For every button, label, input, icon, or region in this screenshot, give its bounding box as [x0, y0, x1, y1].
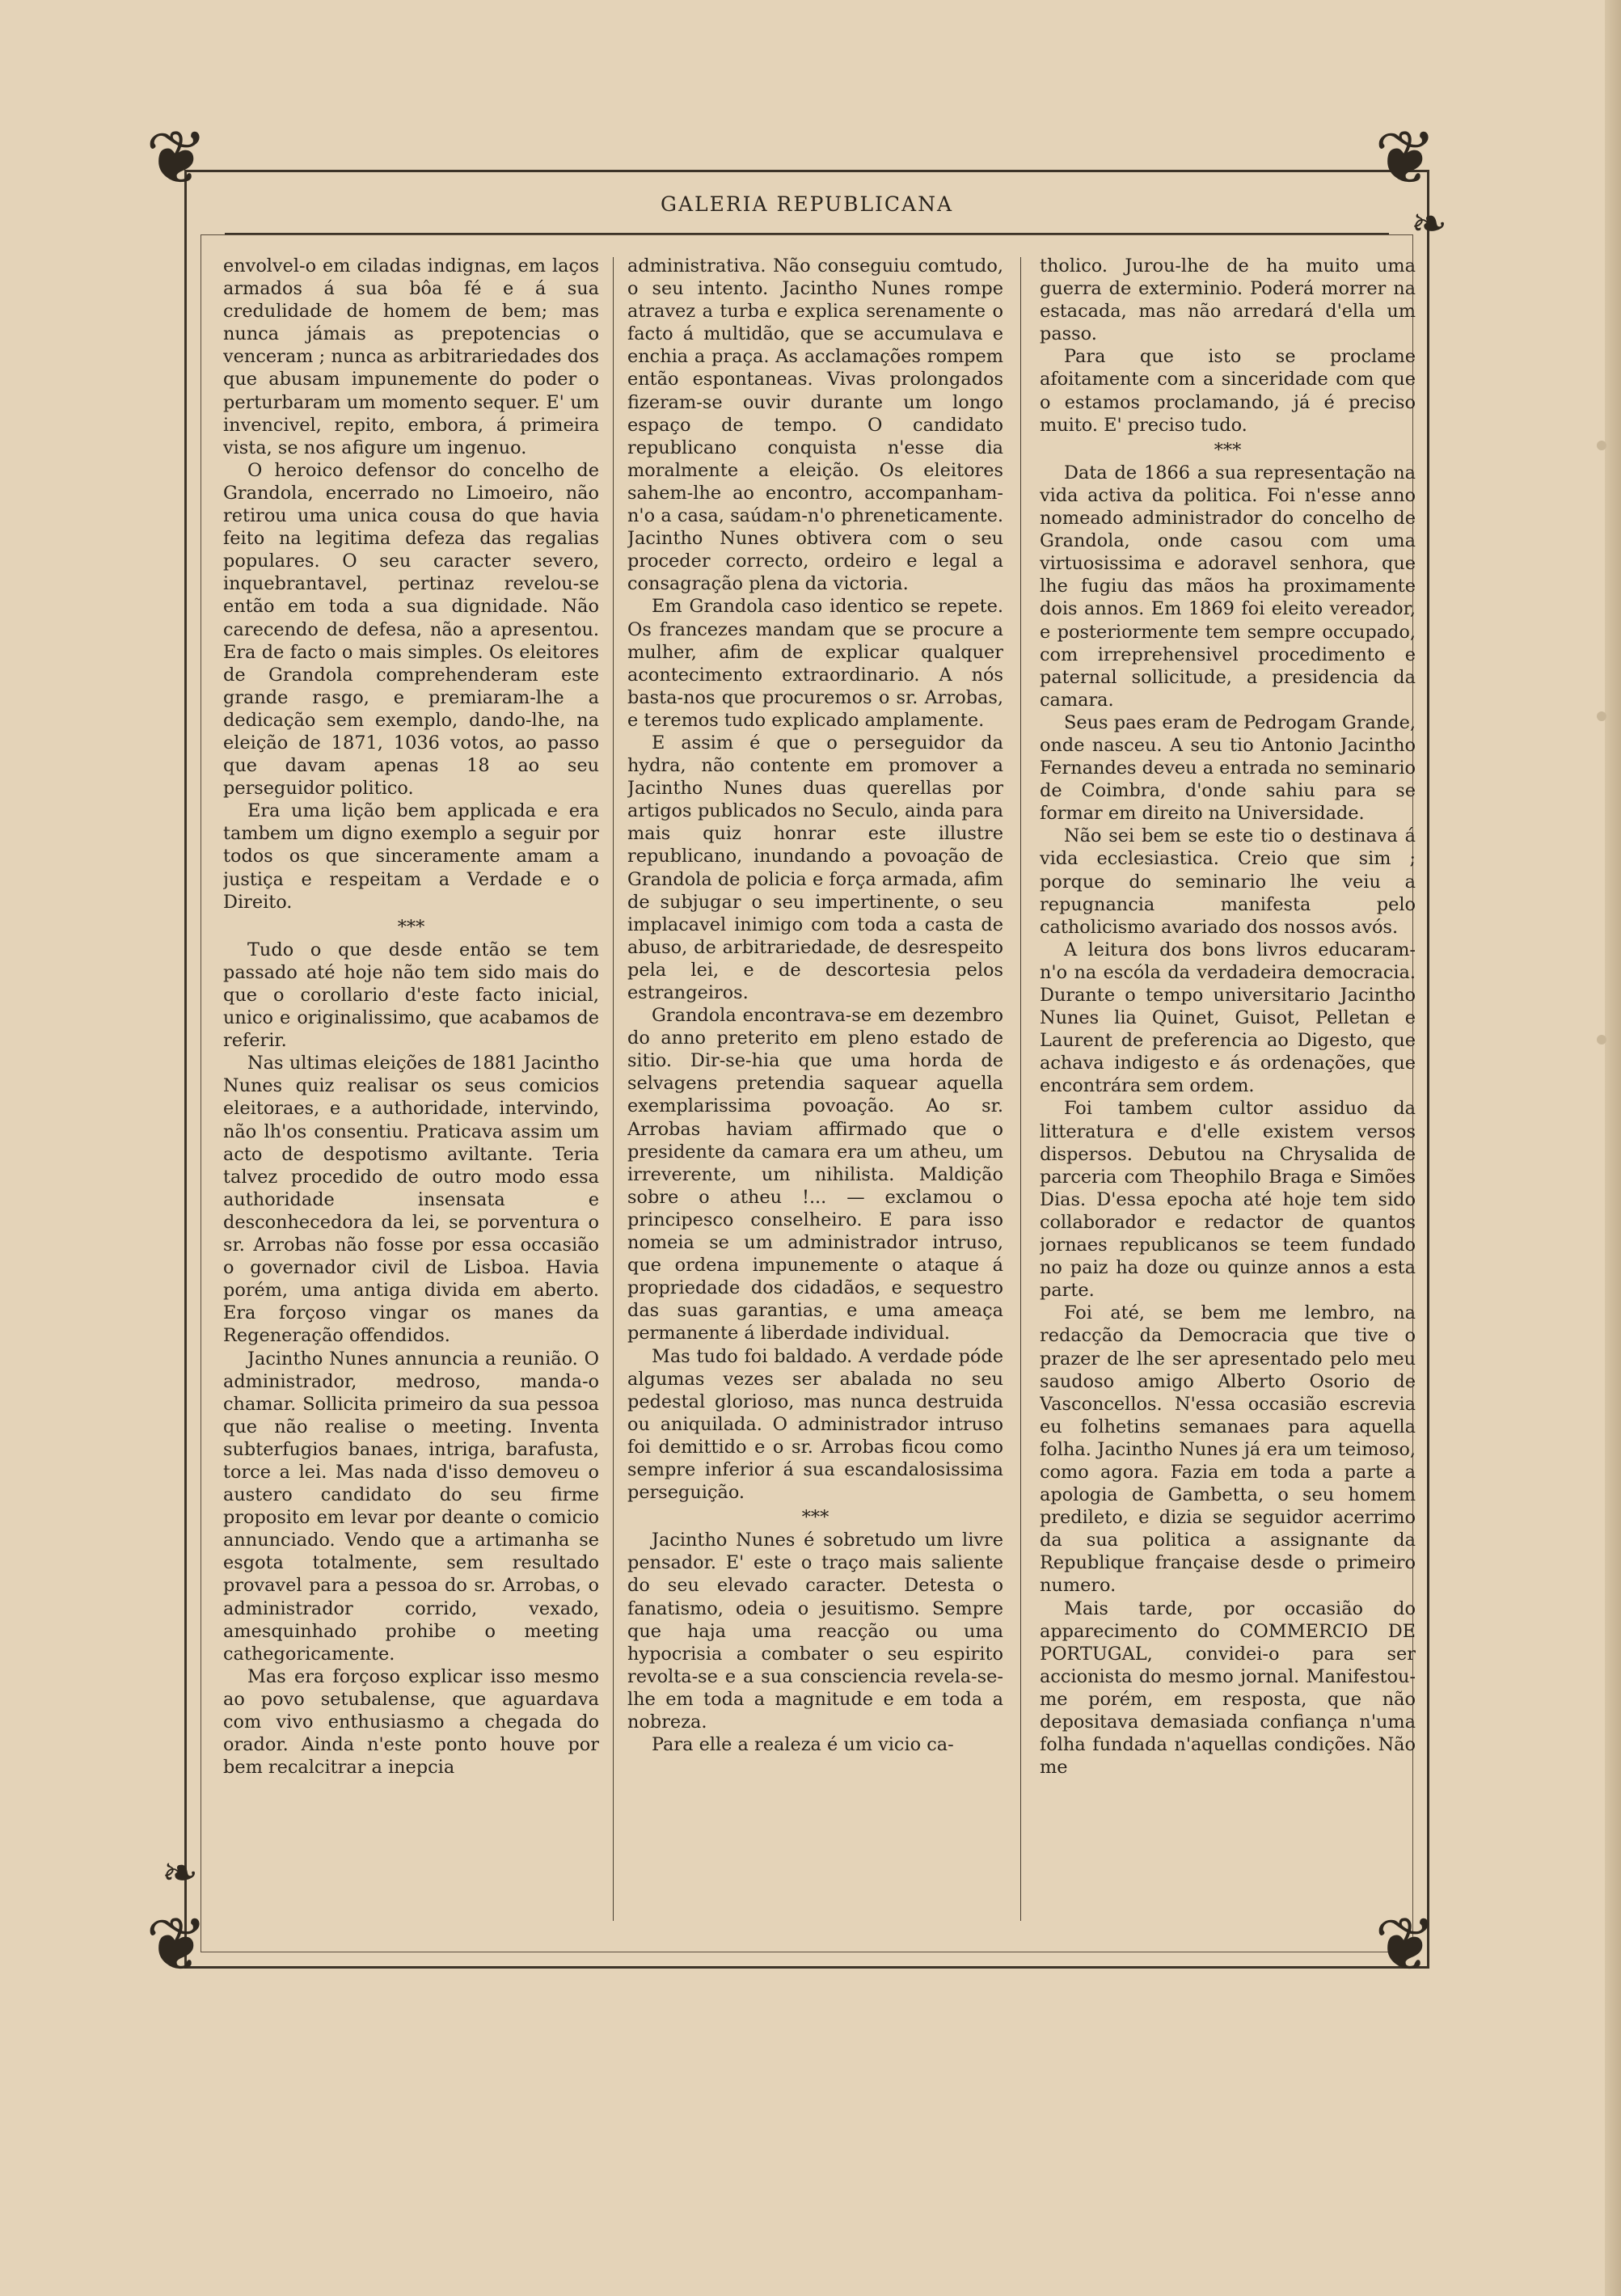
paragraph: administrativa. Não conseguiu comtudo, o seu intento. Jacintho Nunes rompe atravez a turba e explica serenamente o facto á multidão, que se accumulava e enchia a praça. As acclamações rompem então espontaneas. Vivas prolongados fizeram-se ouvir durante um longo espaço de tempo. O candidato republicano conquista n'esse dia moralmente a eleição. Os eleitores sahem-lhe ao encontro, accompanham-n'o a casa, saúdam-n'o phreneticamente. Jacintho Nunes obtivera com o seu proceder correcto, ordeiro e legal a consagração plena da victoria. [627, 255, 1003, 595]
section-separator: *** [1214, 439, 1242, 461]
paragraph: Em Grandola caso identico se repete. Os francezes mandam que se procure a mulher, afim de explicar qualquer acontecimento extraordinario. A nós basta-nos que procuremos o sr. Arrobas, e teremos tudo explicado amplamente. [627, 596, 1003, 731]
corner-ornament-bottom-left-icon: ❦ [146, 1901, 209, 1988]
paragraph: Seus paes eram de Pedrogam Grande, onde nasceu. A seu tio Antonio Jacintho Fernandes deveu a entrada no seminario de Coimbra, d'onde sahiu para se formar em direito na Universidade. [1040, 711, 1416, 825]
header-rule [225, 233, 1389, 234]
running-head-title: GALERIA REPUBLICANA [660, 192, 954, 216]
corner-ornament-top-right-icon: ❦ [1374, 115, 1437, 201]
paragraph: O heroico defensor do concelho de Grandola, encerrado no Limoeiro, não retirou uma unica cousa do que havia feito na legitima defeza das regalias populares. O seu caracter severo, inquebrantavel, pertinaz revelou-se então em toda a sua dignidade. Não carecendo de defesa, não a apresentou. Era de facto o mais simples. Os eleitores de Grandola comprehenderam este grande rasgo, e premiaram-lhe a dedicação sem exemplo, dando-lhe, na eleição de 1871, 1036 votos, ao passo que davam apenas 18 ao seu perseguidor politico. [223, 459, 599, 800]
paragraph: Para elle a realeza é um vicio ca- [652, 1734, 954, 1756]
side-ornament-left-icon: ❧ [162, 1847, 199, 1898]
section-separator: *** [801, 1507, 829, 1529]
paragraph: Foi tambem cultor assiduo da litteratura e d'elle existem versos dispersos. Debutou na Chrysalida de parceria com Theophilo Braga e Simões Dias. D'essa epocha até hoje tem sido collaborador e redactor de quantos jornaes republicanos se teem fundado no paiz ha doze ou quinze annos a esta parte. [1040, 1098, 1416, 1302]
paragraph: Data de 1866 a sua representação na vida activa da politica. Foi n'esse anno nomeado administrador do concelho de Grandola, onde casou com uma virtuosissima e adoravel senhora, que lhe fugiu das mãos ha proximamente dois annos. Em 1869 foi eleito vereador, e posteriormente tem sempre occupado, com irreprehensivel procedimento e paternal sollicitude, a presidencia da camara. [1040, 462, 1416, 711]
text-column-2 [627, 255, 1003, 1924]
text-column-3 [1040, 255, 1416, 1924]
paragraph: Não sei bem se este tio o destinava á vida ecclesiastica. Creio que sim ; porque do seminario lhe veiu a repugnancia manifesta pelo catholicismo avariado dos nossos avós. [1040, 825, 1416, 938]
paragraph: A leitura dos bons livros educaram-n'o na escóla da verdadeira democracia. Durante o tempo universitario Jacintho Nunes lia Quinet, Guisot, Pelletan e Laurent de preferencia ao Digesto, que achava indigesto e ás ordenações, que encontrára sem ordem. [1040, 939, 1416, 1097]
paragraph: Tudo o que desde então se tem passado até hoje não tem sido mais do que o corollario d'este facto inicial, unico e originalissimo, que acabamos de referir. [223, 939, 599, 1052]
paragraph: Grandola encontrava-se em dezembro do anno preterito em pleno estado de sitio. Dir-se-hia que uma horda de selvagens pretendia saquear aquella exemplarissima povoação. Ao sr. Arrobas haviam affirmado que o presidente da camara era um atheu, um irreverente, um nihilista. Maldição sobre o atheu !... — exclamou o principesco conselheiro. E para isso nomeia se um administrador intruso, que ordena impunemente o ataque á propriedade dos cidadãos, e sequestro das suas garantias, e uma ameaça permanente á liberdade individual. [627, 1005, 1003, 1344]
corner-ornament-bottom-right-icon: ❦ [1374, 1901, 1437, 1988]
paragraph: Foi até, se bem me lembro, na redacção da Democracia que tive o prazer de lhe ser apresentado pelo meu saudoso amigo Alberto Osorio de Vasconcellos. N'essa occasião escrevia eu folhetins semanaes para aquella folha. Jacintho Nunes já era um teimoso, como agora. Fazia em toda a parte a apologia de Gambetta, o seu homem predileto, e dizia se seguidor acerrimo da sua politica a assignante da Republique française desde o primeiro numero. [1040, 1302, 1416, 1597]
paragraph: Mas tudo foi baldado. A verdade póde algumas vezes ser abalada no seu pedestal glorioso, mas nunca destruida ou aniquilada. O administrador intruso foi demittido e o sr. Arrobas ficou como sempre inferior á sua escandalosissima perseguição. [627, 1345, 1003, 1504]
paragraph: Jacintho Nunes annuncia a reunião. O administrador, medroso, manda-o chamar. Sollicita primeiro da sua pessoa que não realise o meeting. Inventa subterfugios banaes, intriga, barafusta, torce a lei. Mas nada d'isso demoveu o austero candidato do seu firme proposito em levar por deante o comicio annunciado. Vendo que a artimanha se esgota totalmente, sem resultado provavel para a pessoa do sr. Arrobas, o administrador corrido, vexado, amesquinhado prohibe o meeting cathegoricamente. [223, 1348, 599, 1665]
paragraph: Para que isto se proclame afoitamente com a sinceridade com que o estamos proclamando, já é preciso muito. E' preciso tudo. [1040, 346, 1416, 436]
paragraph: Nas ultimas eleições de 1881 Jacintho Nunes quiz realisar os seus comicios eleitoraes, e a authoridade, intervindo, não lh'os consentiu. Praticava assim um acto de despotismo aviltante. Teria talvez procedido de outro modo essa authoridade insensata e desconhecedora da lei, se porventura o sr. Arrobas não fosse por essa occasião o governador civil de Lisboa. Havia porém, uma antiga divida em aberto. Era forçoso vingar os manes da Regeneração offendidos. [223, 1053, 599, 1347]
margin-hole [1597, 1035, 1606, 1045]
text-column-1 [223, 255, 599, 1924]
paragraph: envolvel-o em ciladas indignas, em laços armados á sua bôa fé e á sua credulidade de homem de bem; mas nunca jámais as prepotencias o venceram ; nunca as arbitrariedades dos que abusam impunemente do poder o perturbaram um momento sequer. E' um invencivel, repito, embora, á primeira vista, se nos afigure um ingenuo. [223, 255, 599, 458]
paragraph: tholico. Jurou-lhe de ha muito uma guerra de exterminio. Poderá morrer na estacada, mas não arredará d'ella um passo. [1040, 255, 1416, 345]
column-rule-1 [613, 257, 614, 1921]
paragraph: Jacintho Nunes é sobretudo um livre pensador. E' este o traço mais saliente do seu elevado caracter. Detesta o fanatismo, odeia o jesuitismo. Sempre que haja uma reacção ou uma hypocrisia a combater o seu espirito revolta-se e a sua consciencia revela-se-lhe em toda a magnitude e em toda a nobreza. [627, 1530, 1003, 1733]
corner-ornament-top-left-icon: ❦ [146, 115, 209, 201]
column-rule-2 [1020, 257, 1021, 1921]
side-ornament-right-icon: ❧ [1411, 198, 1448, 249]
section-separator: *** [397, 916, 425, 938]
margin-hole [1597, 441, 1606, 450]
paragraph: Mais tarde, por occasião do apparecimento do COMMERCIO DE PORTUGAL, convidei-o para ser accionista do mesmo jornal. Manifestou-me porém, em resposta, que não depositava demasiada confiança n'uma folha fundada n'aquellas condições. Não me [1040, 1597, 1416, 1779]
paragraph: E assim é que o perseguidor da hydra, não contente em promover a Jacintho Nunes duas querellas por artigos publicados no Seculo, ainda para mais quiz honrar este illustre republicano, inundando a povoação de Grandola de policia e força armada, afim de subjugar o seu impertinente, o seu implacavel inimigo com toda a casta de abuso, de arbitrariedade, de desrespeito pela lei, e de descortesia pelos estrangeiros. [627, 732, 1003, 1003]
page-edge [1605, 0, 1621, 2296]
paragraph: Mas era forçoso explicar isso mesmo ao povo setubalense, que aguardava com vivo enthusiasmo a chegada do orador. Ainda n'este ponto houve por bem recalcitrar a inepcia [223, 1665, 599, 1779]
margin-hole [1597, 711, 1606, 721]
paragraph: Era uma lição bem applicada e era tambem um digno exemplo a seguir por todos os que sinceramente amam a justiça e respeitam a Verdade e o Direito. [223, 800, 599, 913]
